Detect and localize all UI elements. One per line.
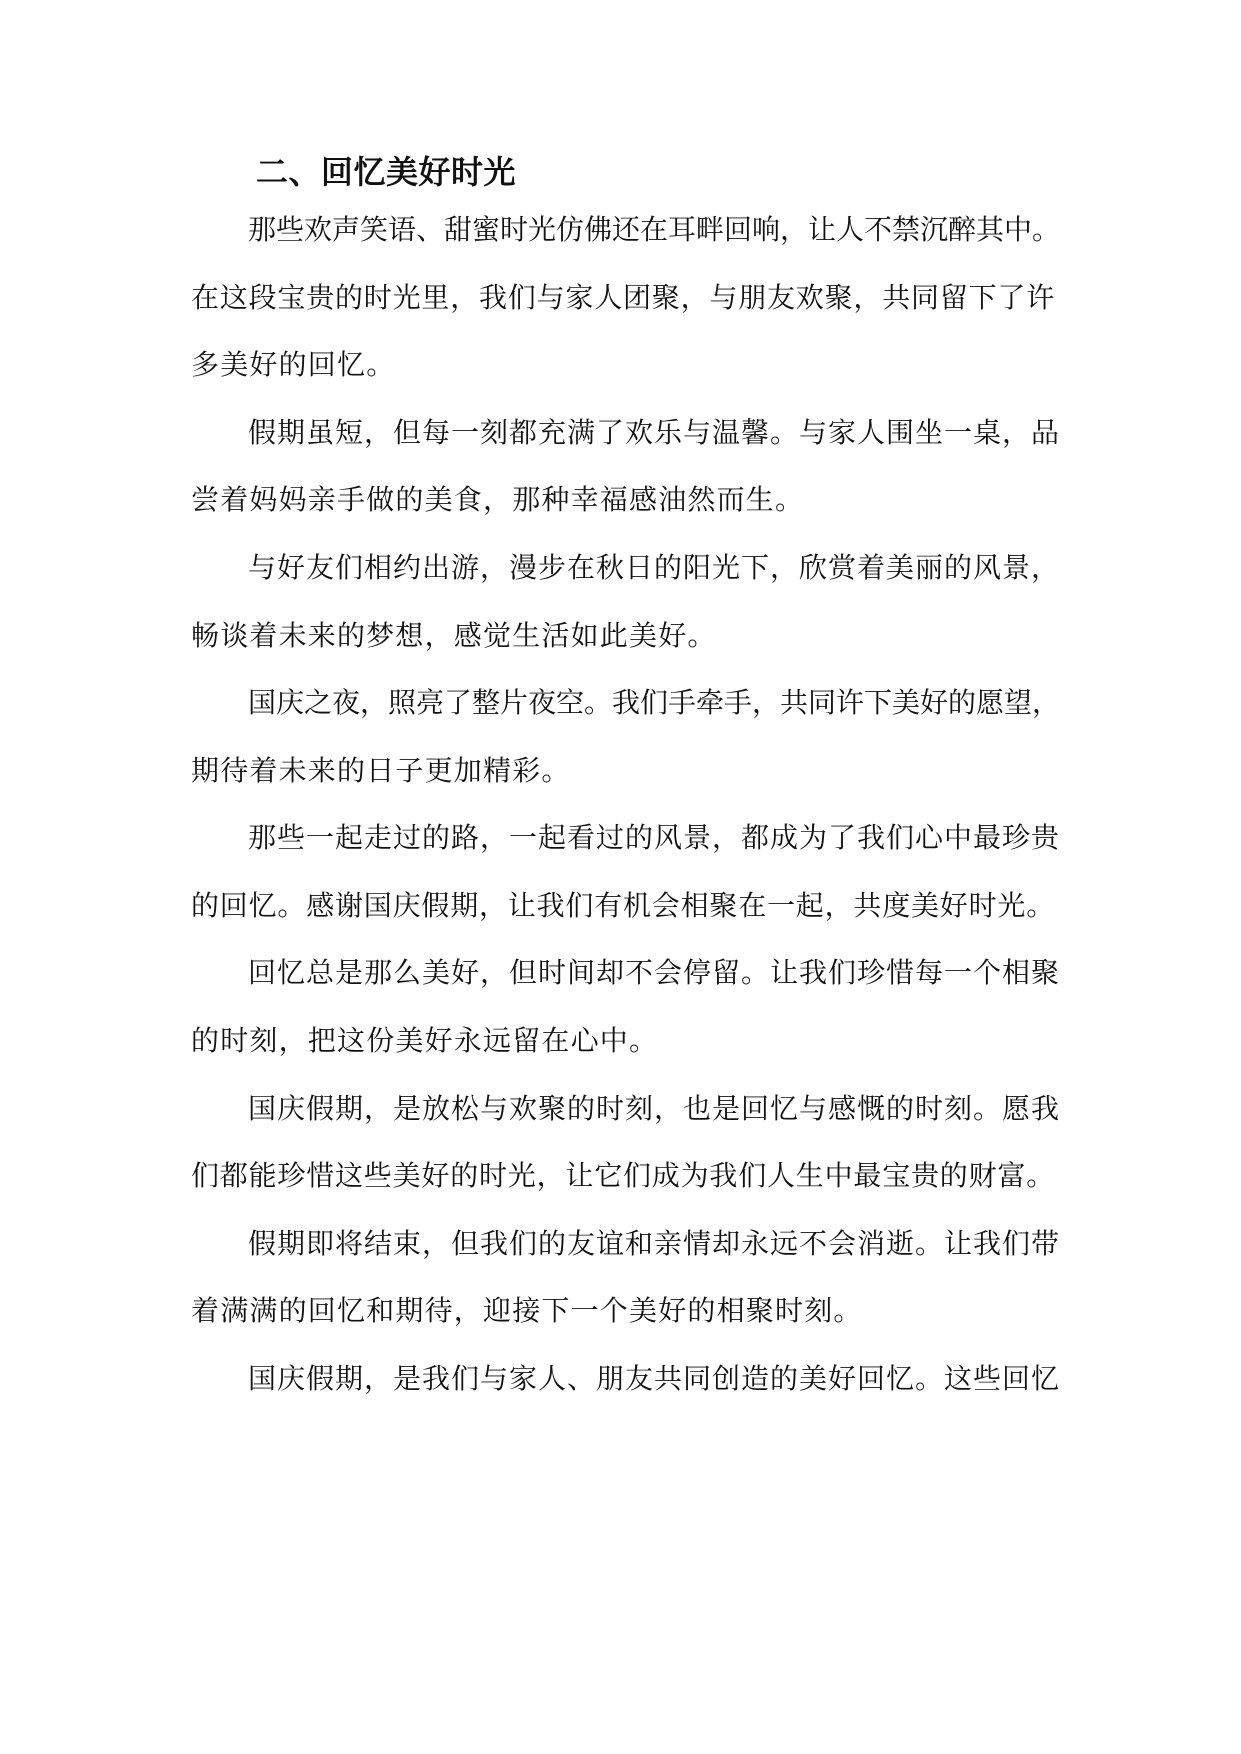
body-line: 的回忆。感谢国庆假期，让我们有机会相聚在一起，共度美好时光。 (191, 889, 1056, 922)
body-line: 畅谈着未来的梦想，感觉生活如此美好。 (191, 619, 717, 652)
body-line: 的时刻，把这份美好永远留在心中。 (191, 1024, 659, 1057)
body-line: 期待着未来的日子更加精彩。 (191, 754, 571, 787)
body-line: 们都能珍惜这些美好的时光，让它们成为我们人生中最宝贵的财富。 (191, 1159, 1056, 1192)
body-line: 着满满的回忆和期待，迎接下一个美好的相聚时刻。 (191, 1294, 863, 1327)
section-heading: 二、回忆美好时光 (256, 153, 517, 191)
body-line: 国庆假期，是放松与欢聚的时刻，也是回忆与感慨的时刻。愿我 (248, 1092, 1061, 1125)
body-line: 回忆总是那么美好，但时间却不会停留。让我们珍惜每一个相聚 (248, 956, 1061, 989)
body-line: 在这段宝贵的时光里，我们与家人团聚，与朋友欢聚，共同留下了许 (191, 281, 1056, 314)
body-line: 假期即将结束，但我们的友谊和亲情却永远不会消逝。让我们带 (248, 1227, 1061, 1260)
body-line: 国庆之夜，照亮了整片夜空。我们手牵手，共同许下美好的愿望， (248, 686, 1061, 719)
body-line: 假期虽短，但每一刻都充满了欢乐与温馨。与家人围坐一桌，品 (248, 416, 1061, 449)
body-line: 多美好的回忆。 (191, 348, 396, 381)
body-line: 尝着妈妈亲手做的美食，那种幸福感油然而生。 (191, 483, 805, 516)
body-line: 与好友们相约出游，漫步在秋日的阳光下，欣赏着美丽的风景， (248, 551, 1061, 584)
body-line: 那些欢声笑语、甜蜜时光仿佛还在耳畔回响，让人不禁沉醉其中。 (248, 213, 1061, 246)
body-line: 那些一起走过的路，一起看过的风景，都成为了我们心中最珍贵 (248, 821, 1061, 854)
body-line: 国庆假期，是我们与家人、朋友共同创造的美好回忆。这些回忆 (248, 1362, 1061, 1395)
